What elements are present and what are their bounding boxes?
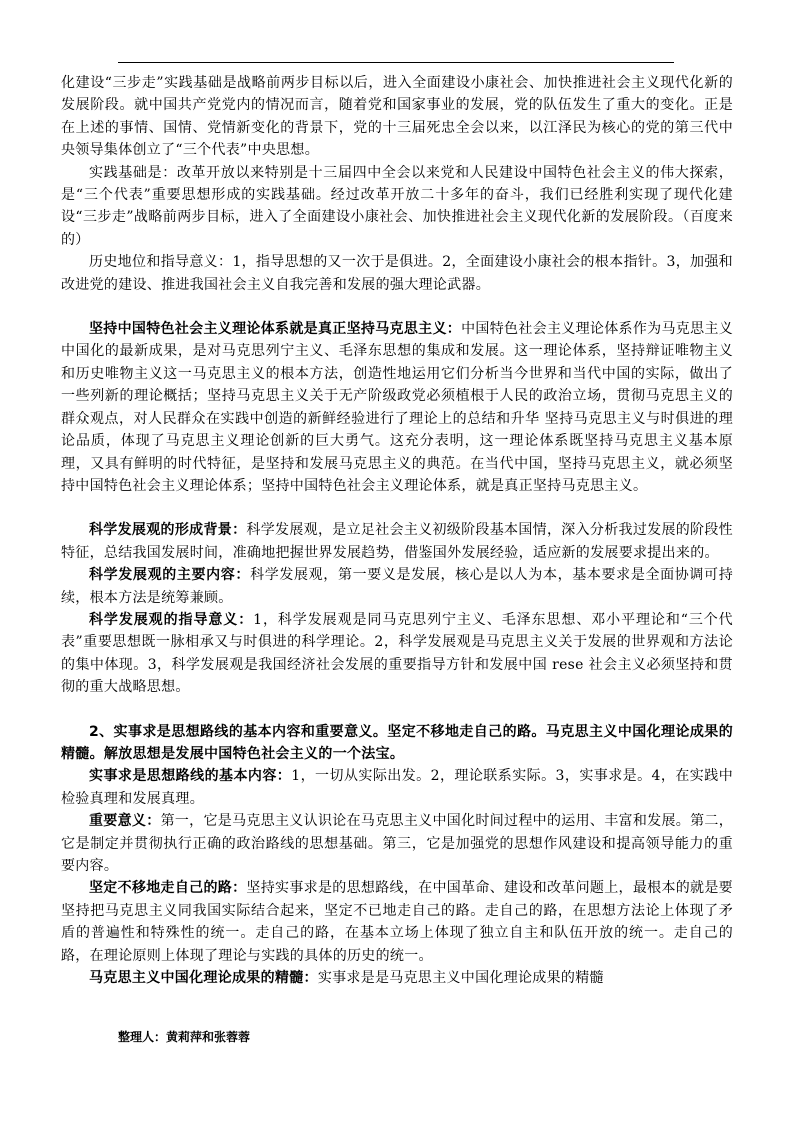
- paragraph-heading: 科学发展观的指导意义：: [89, 611, 254, 628]
- paragraph-heading: 科学发展观的主要内容：: [89, 567, 251, 584]
- header-rule: [118, 62, 674, 63]
- paragraph-text: 中国特色社会主义理论体系作为马克思主义中国化的最新成果，是对马克思列宁主义、毛泽东思想的集成和发展。这一理论体系，坚持辩证唯物主义和历史唯物主义这一马克思主义的根本方法，创造性地运用它们分析当今世界和当代中国的实际，做出了一些列新的理论概括；坚持马克思主义关于无产阶级政党必须植根于人民的政治立场，贯彻马克思主义的群众观点，对人民群众在实践中创造的新鲜经验进行了理论上的总结和升华 坚持马克思主义与时俱进的理论品质，体现了马克思主义理论创新的巨大勇气。这充分表明，这一理论体系既坚持马克思主义基本原理，又具有鲜明的时代特征，是坚持和发展马克思主义的典范。在当代中国，坚持马克思主义，就必须坚持中国特色社会主义理论体系；坚持中国特色社会主义理论体系，就是真正坚持马克思主义。: [61, 321, 733, 494]
- section-heading-text: 2、实事求是思想路线的基本内容和重要意义。坚定不移地走自己的路。马克思主义中国化理论成果的精髓。解放思想是发展中国特色社会主义的一个法宝。: [61, 723, 733, 762]
- paragraph: [61, 251, 733, 296]
- paragraph-text: 1，一切从实际出发。2，理论联系实际。3，实事求是。4，在实践中检验真理和发展真理。: [61, 768, 733, 807]
- paragraph: [61, 967, 733, 989]
- spacer: [61, 699, 733, 721]
- paragraph-text: 化建设“三步走”实践基础是战略前两步目标以后，进入全面建设小康社会、加快推进社会主义现代化新的发展阶段。就中国共产党党内的情况而言，随着党和国家事业的发展，党的队伍发生了重大的变化。正是在上述的事情、国情、党情新变化的背景下，党的十三届死忠全会以来，以江泽民为核心的党的第三代中央领导集体创立了“三个代表”中央思想。: [61, 75, 733, 159]
- paragraph-heading: 马克思主义中国化理论成果的精髓：: [89, 970, 318, 987]
- paragraph-heading: 坚持中国特色社会主义理论体系就是真正坚持马克思主义：: [89, 321, 462, 338]
- paragraph-heading: 坚定不移地走自己的路：: [89, 880, 247, 897]
- paragraph: [61, 609, 733, 699]
- paragraph: [61, 318, 733, 497]
- paragraph: [61, 72, 733, 162]
- paragraph-text: 历史地位和指导意义：1，指导思想的又一次于是俱进。2，全面建设小康社会的根本指针。3，加强和改进党的建设、推进我国社会主义自我完善和发展的强大理论武器。: [61, 254, 733, 293]
- document-body: [61, 72, 733, 989]
- paragraph-text: 1，科学发展观是同马克思列宁主义、毛泽东思想、邓小平理论和“三个代表”重要思想既一脉相承又与时俱进的科学理论。2，科学发展观是马克思主义关于发展的世界观和方法论的集中体现。3，科学发展观是我国经济社会发展的重要指导方针和发展中国 rese 社会主义必须坚持和贯彻的重大战略思想。: [61, 611, 733, 696]
- paragraph-text: 科学发展观，第一要义是发展，核心是以人为本，基本要求是全面协调可持续，根本方法是统筹兼顾。: [61, 567, 733, 606]
- spacer: [61, 296, 733, 318]
- paragraph-heading: 科学发展观的形成背景：: [89, 522, 247, 539]
- paragraph-heading: 重要意义：: [89, 813, 161, 830]
- paragraph-heading: 实事求是思想路线的基本内容：: [89, 768, 292, 785]
- paragraph: [61, 519, 733, 564]
- paragraph: [61, 162, 733, 252]
- paragraph-text: 实践基础是：改革开放以来特别是十三届四中全会以来党和人民建设中国特色社会主义的伟大探索，是“三个代表”重要思想形成的实践基础。经过改革开放二十多年的奋斗，我们已经胜利实现了现代化建设“三步走”战略前两步目标，进入了全面建设小康社会、加快推进社会主义现代化新的发展阶段。（百度来的）: [61, 164, 733, 248]
- section-heading: [61, 721, 733, 766]
- footer-credit: 整理人：黄莉萍和张蓉蓉: [118, 1030, 251, 1044]
- paragraph: [61, 810, 733, 877]
- paragraph-text: 坚持实事求是的思想路线，在中国革命、建设和改革问题上，最根本的就是要坚持把马克思主义同我国实际结合起来，坚定不已地走自己的路。走自己的路，在思想方法论上体现了矛盾的普遍性和特殊性的统一。走自己的路，在基本立场上体现了独立自主和队伍开放的统一。走自己的路，在理论原则上体现了理论与实践的具体的历史的统一。: [61, 880, 733, 964]
- paragraph: [61, 564, 733, 609]
- paragraph-text: 实事求是是马克思主义中国化理论成果的精髓: [317, 970, 604, 987]
- paragraph: [61, 877, 733, 967]
- spacer: [61, 497, 733, 519]
- paragraph-text: 科学发展观，是立足社会主义初级阶段基本国情，深入分析我过发展的阶段性特征，总结我国发展时间，准确地把握世界发展趋势，借鉴国外发展经验，适应新的发展要求提出来的。: [61, 522, 733, 561]
- paragraph: [61, 765, 733, 810]
- paragraph-text: 第一，它是马克思主义认识论在马克思主义中国化时间过程中的运用、丰富和发展。第二，它是制定并贯彻执行正确的政治路线的思想基础。第三，它是加强党的思想作风建设和提高领导能力的重要内容。: [61, 813, 734, 874]
